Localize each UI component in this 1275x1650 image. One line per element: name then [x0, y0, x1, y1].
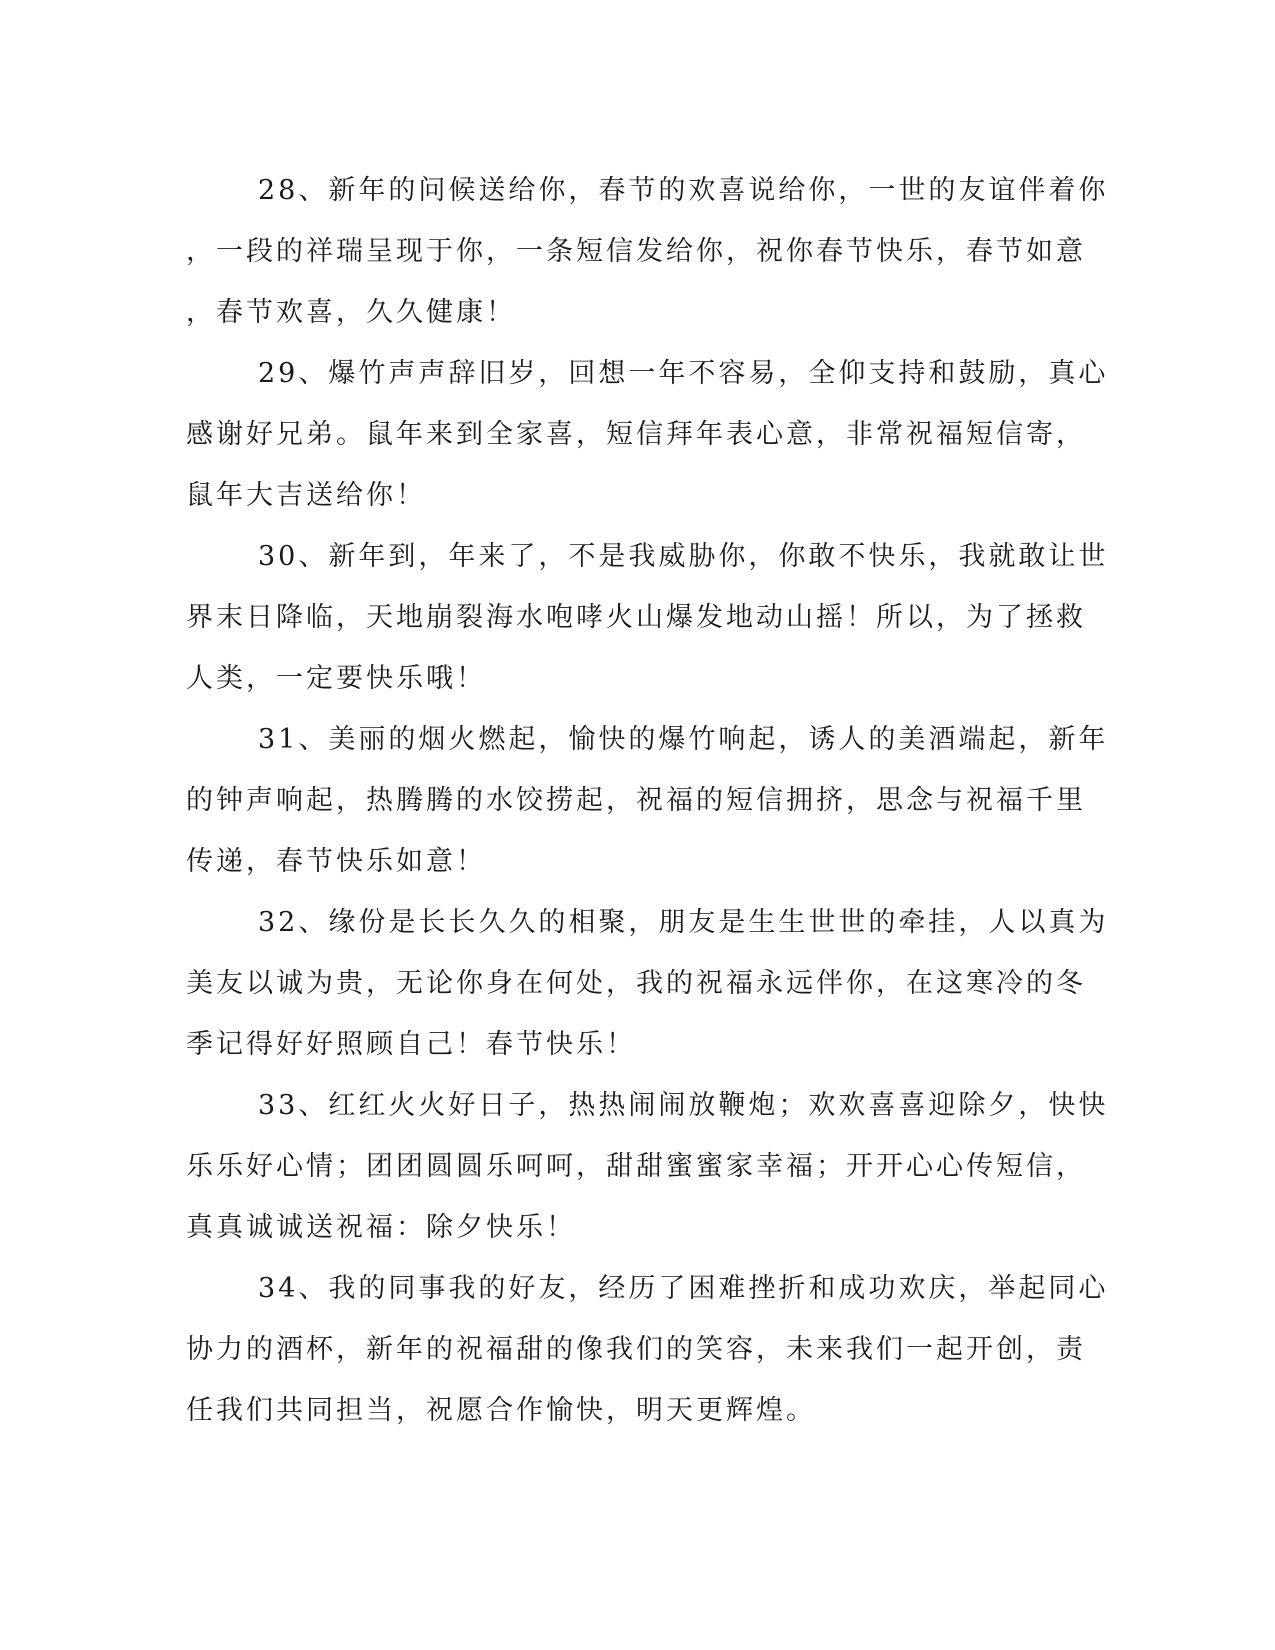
paragraph-line: 传递，春节快乐如意！: [186, 846, 486, 877]
paragraph-29: [186, 343, 1109, 526]
paragraph-line: 界末日降临，天地崩裂海水咆哮火山爆发地动山摇！所以，为了拯救: [186, 602, 1086, 633]
paragraph-line: 31、美丽的烟火燃起，愉快的爆竹响起，诱人的美酒端起，新年: [258, 724, 1109, 755]
paragraph-line: 季记得好好照顾自己！春节快乐！: [186, 1029, 636, 1060]
paragraph-line: 任我们共同担当，祝愿合作愉快，明天更辉煌。: [186, 1395, 816, 1426]
paragraph-line: ，春节欢喜，久久健康！: [186, 297, 516, 328]
paragraph-34: [186, 1258, 1109, 1441]
paragraph-33: [186, 1075, 1109, 1258]
paragraph-31: [186, 709, 1109, 892]
paragraph-line: 28、新年的问候送给你，春节的欢喜说给你，一世的友谊伴着你: [258, 175, 1109, 206]
paragraph-line: 感谢好兄弟。鼠年来到全家喜，短信拜年表心意，非常祝福短信寄，: [186, 419, 1086, 450]
paragraph-line: 34、我的同事我的好友，经历了困难挫折和成功欢庆，举起同心: [258, 1273, 1109, 1304]
paragraph-line: 33、红红火火好日子，热热闹闹放鞭炮；欢欢喜喜迎除夕，快快: [258, 1090, 1109, 1121]
paragraph-line: 32、缘份是长长久久的相聚，朋友是生生世世的牵挂，人以真为: [258, 907, 1109, 938]
paragraph-line: ，一段的祥瑞呈现于你，一条短信发给你，祝你春节快乐，春节如意: [186, 236, 1086, 267]
paragraph-line: 乐乐好心情；团团圆圆乐呵呵，甜甜蜜蜜家幸福；开开心心传短信，: [186, 1151, 1086, 1182]
paragraph-line: 真真诚诚送祝福：除夕快乐！: [186, 1212, 576, 1243]
document-body: [186, 160, 1109, 1441]
paragraph-28: [186, 160, 1109, 343]
paragraph-line: 29、爆竹声声辞旧岁，回想一年不容易，全仰支持和鼓励，真心: [258, 358, 1109, 389]
paragraph-32: [186, 892, 1109, 1075]
paragraph-line: 鼠年大吉送给你！: [186, 480, 426, 511]
paragraph-line: 人类，一定要快乐哦！: [186, 663, 486, 694]
paragraph-line: 美友以诚为贵，无论你身在何处，我的祝福永远伴你，在这寒冷的冬: [186, 968, 1086, 999]
paragraph-line: 协力的酒杯，新年的祝福甜的像我们的笑容，未来我们一起开创，责: [186, 1334, 1086, 1365]
paragraph-line: 的钟声响起，热腾腾的水饺捞起，祝福的短信拥挤，思念与祝福千里: [186, 785, 1086, 816]
paragraph-line: 30、新年到，年来了，不是我威胁你，你敢不快乐，我就敢让世: [258, 541, 1109, 572]
paragraph-30: [186, 526, 1109, 709]
